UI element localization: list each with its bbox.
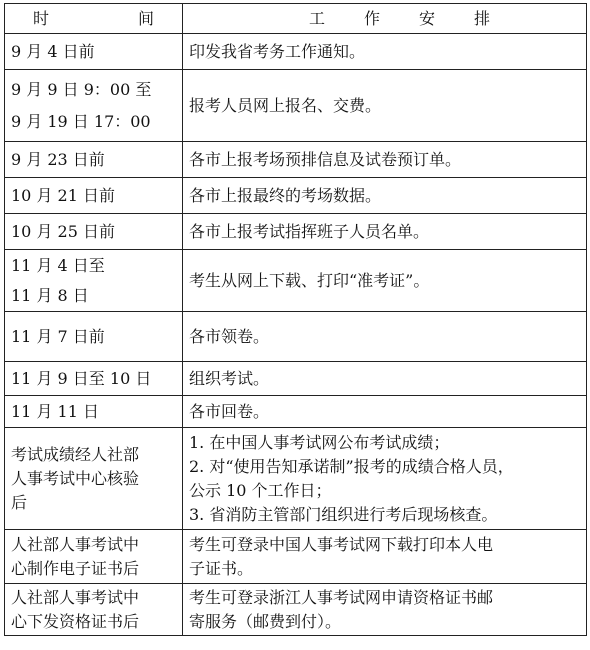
table-row (5, 214, 587, 250)
work-text: 各市领卷。 (189, 326, 270, 346)
work-text: 印发我省考务工作通知。 (189, 41, 366, 61)
time-cell (5, 178, 183, 214)
header-work-char: 工 (309, 8, 326, 28)
work-cell (183, 178, 587, 214)
table-header-row (5, 4, 587, 34)
table-row (5, 428, 587, 530)
time-cell (5, 396, 183, 428)
time-text: 人社部人事考试中 (11, 587, 140, 607)
header-work-char: 排 (473, 8, 490, 28)
work-text: 子证书。 (189, 558, 254, 578)
time-text: 9 月 9 日 9：00 至 (11, 79, 152, 99)
header-time-char: 时 (33, 8, 50, 28)
time-text: 人社部人事考试中 (11, 534, 140, 554)
time-cell (5, 214, 183, 250)
time-text: 心下发资格证书后 (11, 611, 140, 631)
work-text: 公示 10 个工作日； (189, 480, 332, 500)
work-cell (183, 214, 587, 250)
work-cell (183, 70, 587, 142)
work-text: 寄服务（邮费到付）。 (189, 611, 342, 631)
time-text: 10 月 25 日前 (11, 221, 115, 241)
table-row (5, 584, 587, 636)
time-text: 11 月 9 日至 10 日 (11, 368, 152, 388)
schedule-document (4, 3, 586, 646)
table-row (5, 178, 587, 214)
time-cell (5, 70, 183, 142)
time-cell (5, 362, 183, 396)
time-cell (5, 142, 183, 178)
work-cell (183, 530, 587, 584)
time-cell (5, 530, 183, 584)
work-text: 组织考试。 (189, 368, 270, 388)
work-text: 各市上报最终的考场数据。 (189, 185, 382, 205)
time-text: 9 月 23 日前 (11, 149, 105, 169)
header-work (183, 4, 587, 34)
table-row (5, 312, 587, 362)
table-row (5, 70, 587, 142)
work-cell (183, 428, 587, 530)
work-cell (183, 250, 587, 312)
work-text: 考生可登录浙江人事考试网申请资格证书邮 (189, 587, 494, 607)
work-cell (183, 396, 587, 428)
work-text: 2. 对“使用告知承诺制”报考的成绩合格人员， (189, 456, 514, 476)
table-row (5, 34, 587, 70)
time-text: 11 月 7 日前 (11, 326, 105, 346)
table-row (5, 396, 587, 428)
time-text: 9 月 4 日前 (11, 41, 95, 61)
header-time (5, 4, 183, 34)
work-text: 考生可登录中国人事考试网下载打印本人电 (189, 534, 494, 554)
work-cell (183, 142, 587, 178)
time-cell (5, 250, 183, 312)
work-cell (183, 584, 587, 636)
work-text: 3. 省消防主管部门组织进行考后现场核查。 (189, 504, 498, 524)
header-work-char: 安 (418, 8, 435, 28)
work-text: 各市上报考试指挥班子人员名单。 (189, 221, 430, 241)
work-text: 考生从网上下载、打印“准考证”。 (189, 270, 430, 290)
time-text: 后 (11, 492, 28, 512)
work-cell (183, 312, 587, 362)
time-cell (5, 312, 183, 362)
header-work-char: 作 (363, 8, 380, 28)
time-cell (5, 428, 183, 530)
table-row (5, 250, 587, 312)
work-text: 报考人员网上报名、交费。 (189, 95, 382, 115)
time-text: 11 月 8 日 (11, 285, 89, 305)
time-text: 11 月 4 日至 (11, 255, 105, 275)
table-row (5, 530, 587, 584)
work-cell (183, 34, 587, 70)
time-text: 9 月 19 日 17：00 (11, 111, 151, 131)
work-text: 1. 在中国人事考试网公布考试成绩； (189, 432, 450, 452)
table-row (5, 362, 587, 396)
work-text: 各市上报考场预排信息及试卷预订单。 (189, 149, 462, 169)
work-cell (183, 362, 587, 396)
time-text: 考试成绩经人社部 (11, 444, 140, 464)
time-text: 10 月 21 日前 (11, 185, 115, 205)
time-cell (5, 34, 183, 70)
time-text: 心制作电子证书后 (11, 558, 140, 578)
time-text: 人事考试中心核验 (11, 468, 140, 488)
table-row (5, 142, 587, 178)
time-cell (5, 584, 183, 636)
schedule-table (4, 3, 587, 636)
time-text: 11 月 11 日 (11, 401, 99, 421)
header-time-char: 间 (137, 8, 154, 28)
work-text: 各市回卷。 (189, 401, 270, 421)
